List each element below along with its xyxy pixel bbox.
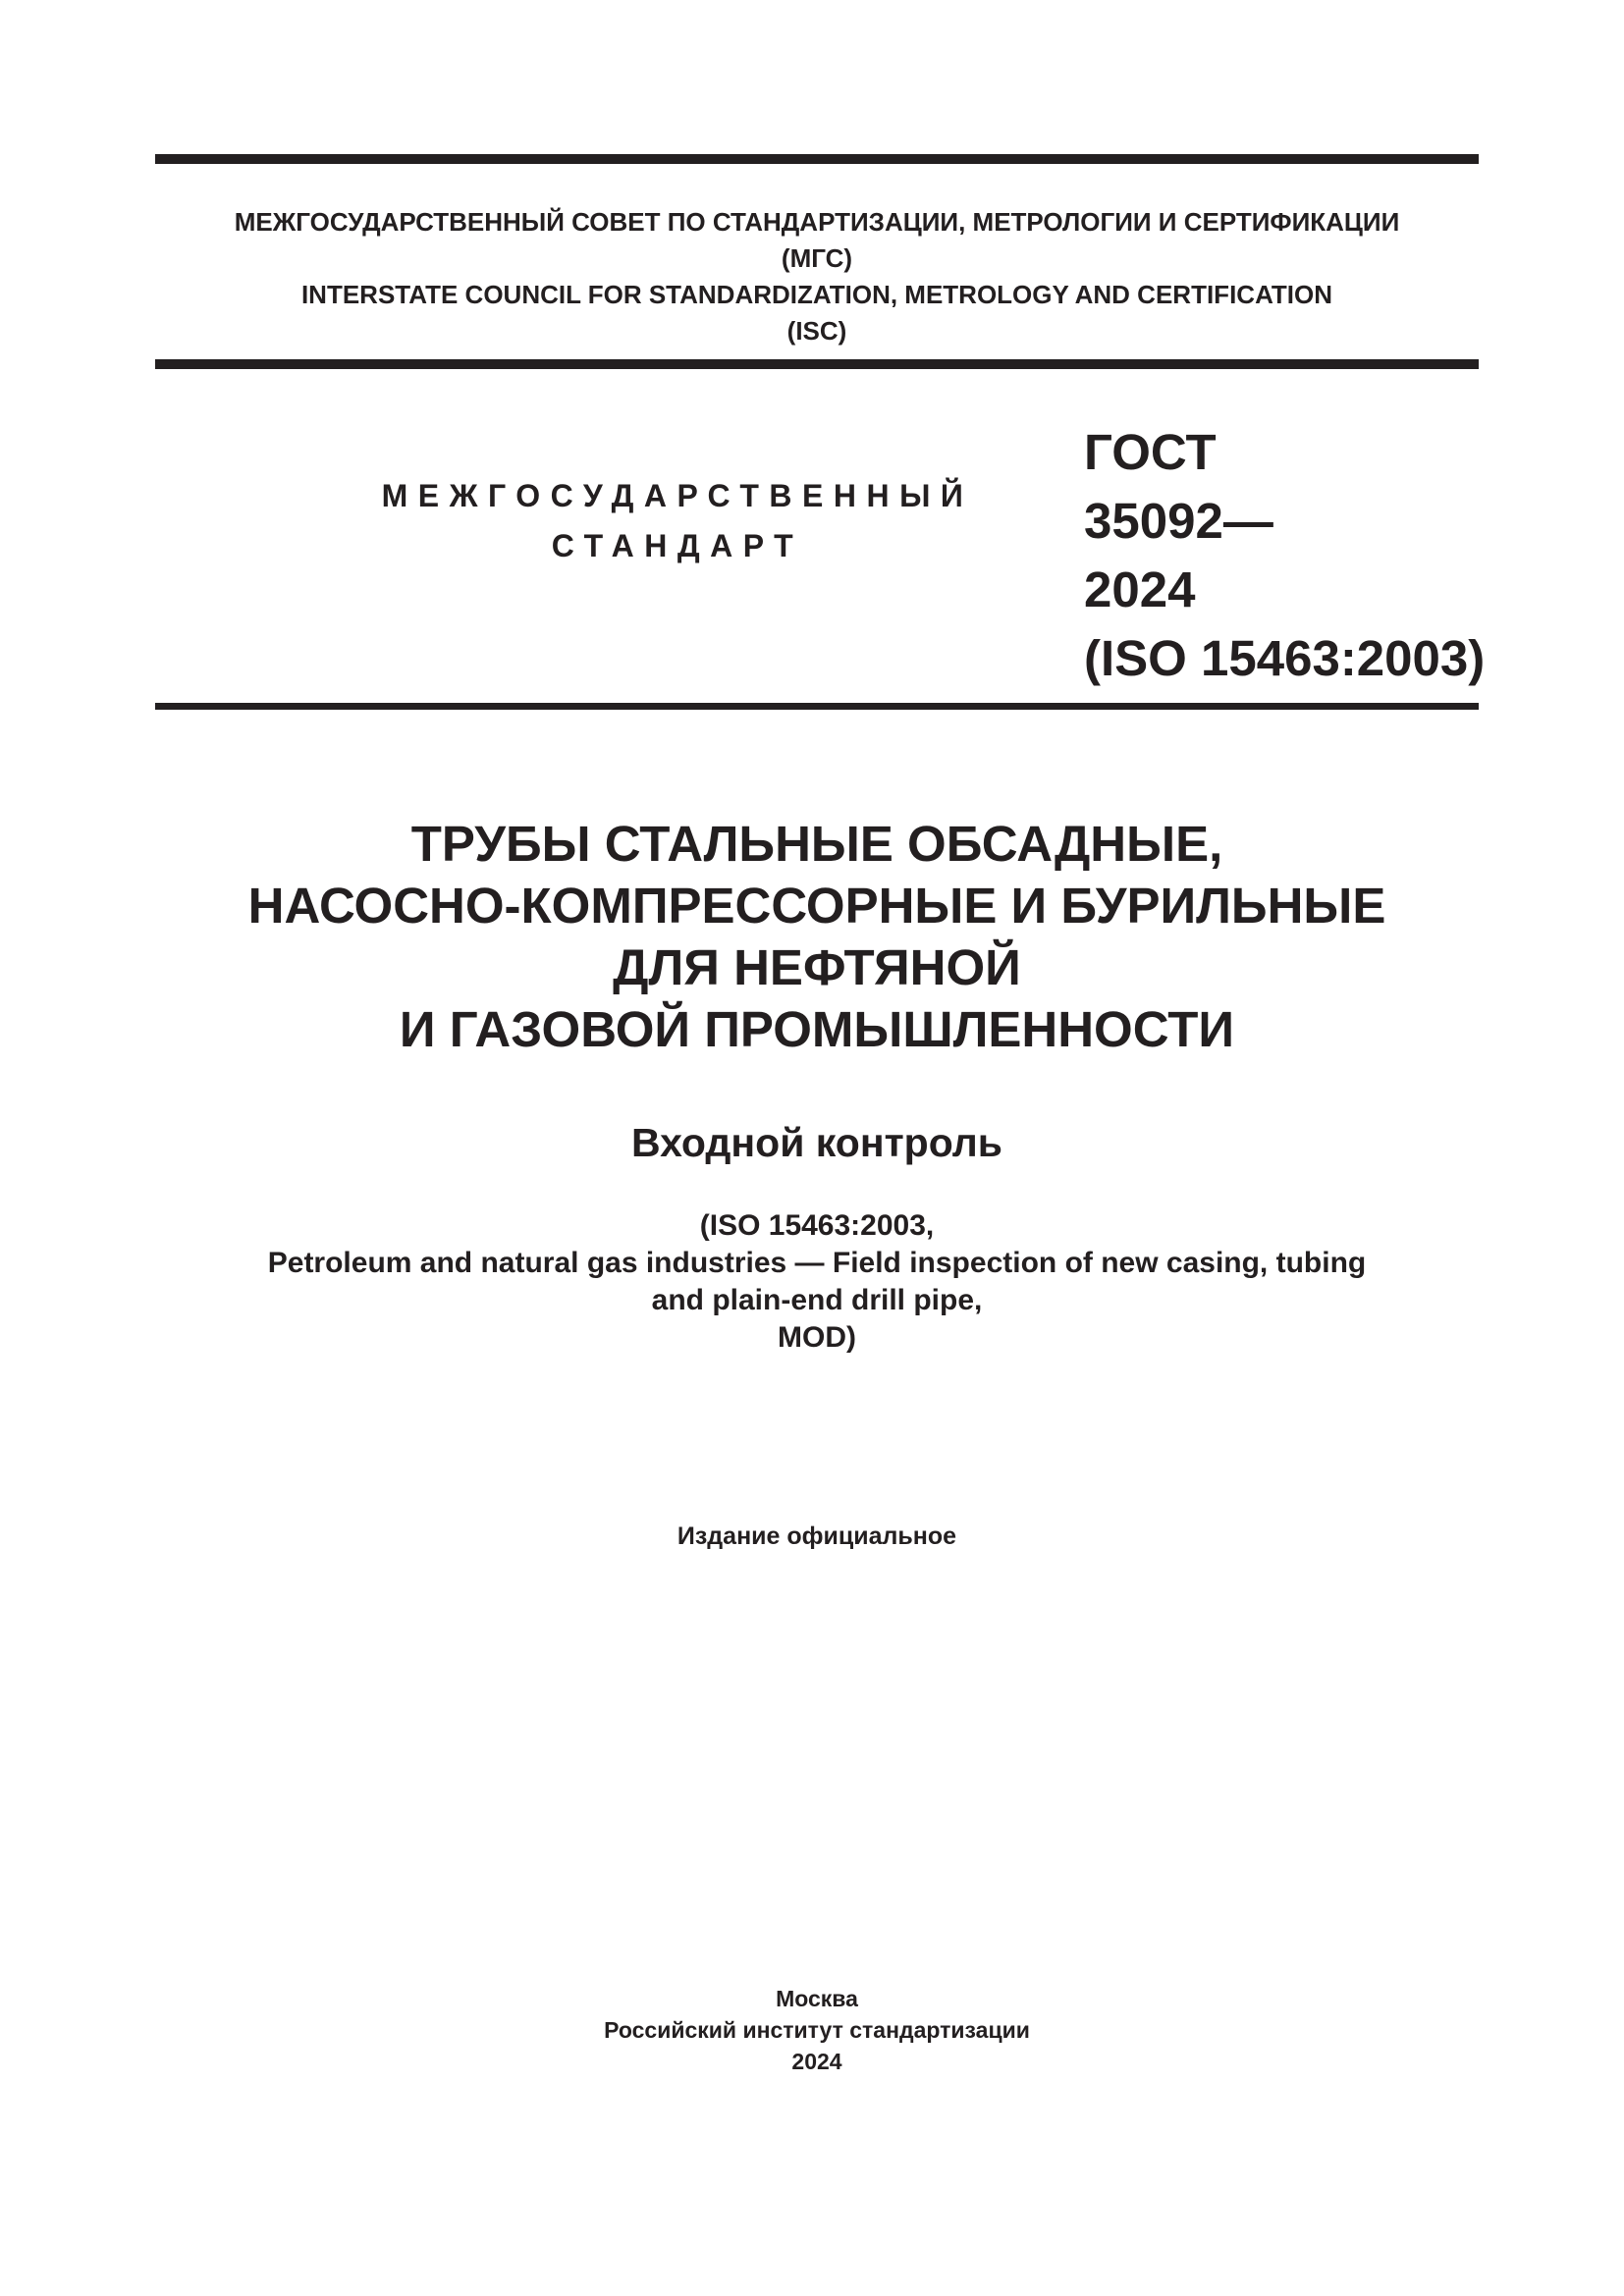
title-line-2: НАСОСНО-КОМПРЕССОРНЫЕ И БУРИЛЬНЫЕ	[247, 878, 1386, 934]
top-rule	[155, 154, 1479, 164]
iso-ref-line-4: MOD)	[778, 1321, 856, 1354]
council-name-ru: МЕЖГОСУДАРСТВЕННЫЙ СОВЕТ ПО СТАНДАРТИЗАЦИИ, МЕТРОЛОГИИ И СЕРТИФИКАЦИИ	[234, 207, 1400, 237]
iso-ref-line-1: (ISO 15463:2003,	[699, 1209, 935, 1242]
document-title	[155, 813, 1479, 1060]
title-line-1: ТРУБЫ СТАЛЬНЫЕ ОБСАДНЫЕ,	[410, 816, 1223, 872]
gost-year: 2024	[1084, 561, 1196, 617]
council-header	[155, 204, 1479, 349]
standard-type-line-2: СТАНДАРТ	[551, 528, 804, 563]
document-subtitle: Входной контроль	[631, 1120, 1002, 1165]
gost-number: 35092—	[1084, 493, 1273, 549]
iso-ref-line-3: and plain-end drill pipe,	[651, 1284, 983, 1316]
council-name-en: INTERSTATE COUNCIL FOR STANDARDIZATION, METROLOGY AND CERTIFICATION	[300, 280, 1333, 309]
imprint	[155, 1983, 1479, 2077]
standard-type	[353, 471, 1001, 571]
iso-reference	[155, 1207, 1479, 1357]
gost-label: ГОСТ	[1084, 424, 1217, 480]
title-line-4: И ГАЗОВОЙ ПРОМЫШЛЕННОСТИ	[399, 1001, 1235, 1057]
bottom-rule	[155, 703, 1479, 710]
imprint-city: Москва	[776, 1986, 858, 2011]
middle-rule	[155, 359, 1479, 369]
imprint-year: 2024	[791, 2049, 842, 2074]
imprint-publisher: Российский институт стандартизации	[604, 2017, 1030, 2043]
title-line-3: ДЛЯ НЕФТЯНОЙ	[613, 939, 1021, 995]
standard-type-line-1: МЕЖГОСУДАРСТВЕННЫЙ	[381, 478, 974, 513]
gost-designation	[1084, 418, 1485, 693]
council-abbr-ru: (МГС)	[781, 243, 853, 273]
gost-iso-equivalent: (ISO 15463:2003)	[1084, 630, 1486, 686]
iso-ref-line-2: Petroleum and natural gas industries — Field inspection of new casing, tubing	[267, 1247, 1367, 1279]
edition-note: Издание официальное	[677, 1522, 957, 1550]
council-abbr-en: (ISC)	[786, 316, 847, 346]
